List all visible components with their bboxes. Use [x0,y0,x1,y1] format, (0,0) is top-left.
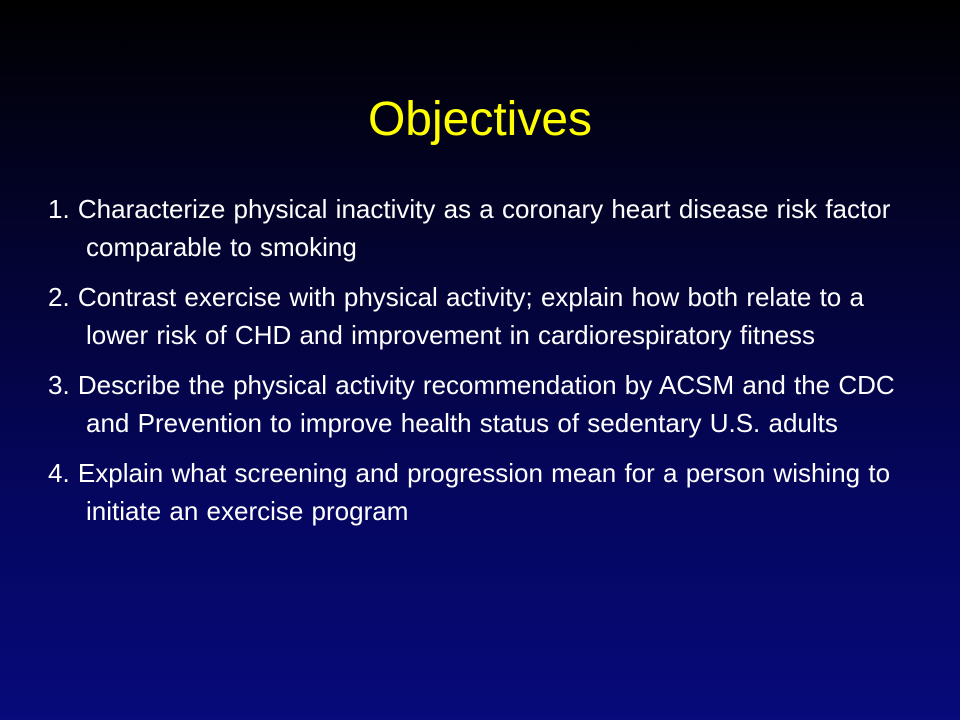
objective-item-2: 2. Contrast exercise with physical activity; explain how both relate to a lower risk of CHD and improvement in cardiorespiratory fitness [48,282,864,350]
objectives-list [48,190,908,542]
objective-item-1: 1. Characterize physical inactivity as a coronary heart disease risk factor comparable to smoking [48,194,891,262]
objective-item-3: 3. Describe the physical activity recommendation by ACSM and the CDC and Prevention to improve health status of sedentary U.S. adults [48,370,895,438]
slide-title: Objectives [367,93,593,146]
objective-item-4: 4. Explain what screening and progression mean for a person wishing to initiate an exercise program [48,458,891,526]
